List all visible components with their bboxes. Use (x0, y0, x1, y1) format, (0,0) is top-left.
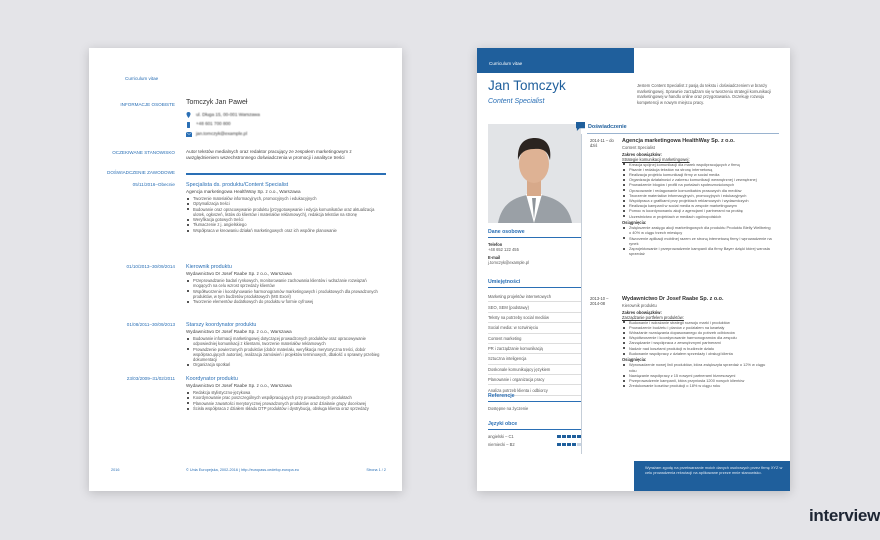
tasks-label: Zakres obowiązków: (622, 151, 662, 157)
entry-body (186, 264, 381, 304)
list-item: Budowanie oraz opracowywanie produktu (przygotowywanie i edycja komunikatów oraz aktualizacja ulotek, ogłoszeń, listów do klientów i materiałów reklamowych), redakcja tekstów na stronę (186, 207, 381, 218)
experience-heading-row (576, 122, 627, 131)
consent-footer (634, 461, 790, 491)
list-item: PR i zarządzanie komunikacją (488, 344, 581, 354)
list-item: Doskonale komunikujący językiem (488, 365, 581, 375)
flag-icon (576, 122, 585, 131)
references-text: Dostępne na życzenie (488, 406, 529, 411)
bullet-list (622, 320, 772, 356)
experience-label: DOŚWIADCZENIE ZAWODOWE (107, 170, 175, 175)
list-item: Zaprojektowanie i przeprowadzenie kampanii dla firmy Bayer dzięki której wzrosła sprzedaż (622, 246, 772, 256)
list-item: Nadzór nad kosztami produkcji w budżecie działu (622, 346, 772, 351)
list-item: Weryfikacja gotowych treści (186, 217, 381, 222)
cv-header: Curriculum vitae (489, 61, 523, 66)
list-item: Współpraca w kreowaniu działań marketingowych oraz ich wspólne planowanie (186, 228, 381, 233)
language-name: angielski – C1 (488, 434, 514, 439)
email-icon (186, 132, 192, 137)
list-item: Budowanie informacji marketingowej dotyczącej prowadzonych produktów oraz opracowywanie odpowiedniej komunikacji z klientami, tworzenie materiałów reklamowych (186, 336, 381, 347)
list-item: Prowadzenie budżetu i planów z podziałem na kwartały (622, 325, 772, 330)
bullet-list (186, 278, 381, 304)
footer-page-number: Strona 1 / 2 (366, 468, 386, 472)
list-item: Sztuczna inteligencja (488, 354, 581, 364)
personal-info-label: INFORMACJE OSOBISTE (120, 102, 175, 107)
list-item: Kreacja spójnej komunikacji dla marek współpracujących z firmą (622, 162, 772, 167)
list-item: Content marketing (488, 334, 581, 344)
list-item: Pisanie i redakcja tekstów na stronę internetową (622, 167, 772, 172)
languages-section (488, 421, 581, 447)
list-item: Tworzenie materiałów informacyjnych, promocyjnych i edukacyjnych (622, 193, 772, 198)
contact-heading: Dane osobowe (488, 229, 581, 238)
entry-body (186, 376, 381, 411)
list-item: Planowanie i organizacja pracy (488, 375, 581, 385)
location-pin-icon (186, 112, 191, 118)
cv-header: Curriculum vitae (125, 76, 159, 81)
entry-company: Wydawnictwo Dr Josef Raabe Sp. z o.o., Warszawa (186, 383, 292, 388)
email-label: E-mail (488, 255, 501, 260)
list-item: Uczestnictwo w projektach w mediach ogólnopolskich (622, 214, 772, 219)
entry-company: Agencja marketingowa HealthWay Sp. z o.o., Warszawa (186, 189, 301, 194)
job-title: Content Specialist (488, 98, 545, 105)
list-item: Zarządzanie i współpraca z zewnętrznymi partnerami (622, 340, 772, 345)
phone-icon (186, 122, 191, 128)
entry-date: 01/08/2011–30/09/2013 (126, 322, 175, 327)
language-level-dots (557, 443, 581, 447)
entry-date: 2014-11 – do dziś (590, 138, 614, 149)
list-item: Realizacja projektu komunikacji firmy w social media (622, 172, 772, 177)
timeline-line (581, 134, 582, 454)
list-item: Organizacja spotkań (186, 362, 381, 367)
entry-company: Wydawnictwo Dr Josef Raabe Sp. z o.o. (622, 296, 724, 302)
entry-date: 23/03/2009–31/02/2011 (126, 376, 175, 381)
person-name: Tomczyk Jan Paweł (186, 99, 248, 106)
contact-row (186, 112, 260, 118)
list-item: Planowanie zawartości merytorycznej prowadzonych produktów oraz działanie grupy docelowej (186, 401, 381, 406)
level-dot (557, 435, 561, 439)
list-item: Budowanie współpracy z działem sprzedaży i obsługi klienta (622, 351, 772, 356)
list-item: Teksty na potrzeby social mediów (488, 313, 581, 323)
entry-title: Specjalista ds. produktu/Content Specialist (186, 182, 289, 188)
summary-text: Jestem Content Specialist z pasją do tekstu i doświadczeniem w branży marketingowej. Sprawnie zarządzam się w tworzeniu strategii komunikacji marketingowej w handlu online oraz przygotowania. Oczekuję rozwoju kompetencji w nowym miejscu pracy. (637, 83, 772, 105)
list-item: SEO, SEM (podstawy) (488, 302, 581, 312)
level-dot (572, 435, 576, 439)
references-section (488, 393, 581, 411)
contact-list (186, 112, 260, 137)
desired-position-text: Autor tekstów medialnych oraz redaktor pracujący ze zespołem marketingowym z uwzględnieniem wszechstronnego doświadczenia w promocji i analityce treści (186, 149, 352, 161)
language-row (488, 434, 581, 439)
list-item: Social media: w rozwinięciu (488, 323, 581, 333)
list-item: Nawiązanie współpracy z 15 nowymi partnerami biznesowymi (622, 373, 772, 378)
list-item: Marketing projektów internetowych (488, 292, 581, 302)
tasks-label: Zakres obowiązków: (622, 309, 662, 315)
europass-cv-page (89, 48, 402, 491)
bullet-list (186, 390, 381, 411)
list-item: Wprowadzenie nowej linii produktów, która zwiększyła sprzedaż o 12% w ciągu roku (622, 362, 772, 372)
entry-body (622, 296, 772, 388)
list-item: Ścisła współpraca z działem składu DTP produktów i dystrybucją, obsługa klienta oraz sprzedaży (186, 406, 381, 411)
language-level-dots (557, 435, 581, 439)
bullet-list (186, 336, 381, 368)
entry-title: Koordynator produktu (186, 376, 238, 382)
entry-date: 01/10/2013–30/09/2014 (126, 264, 175, 269)
person-name: Jan Tomczyk (488, 78, 566, 93)
level-dot (557, 443, 561, 447)
list-item: Optymalizacja treści (186, 201, 381, 206)
modern-cv-page (477, 48, 790, 491)
list-item: Współpraca z grafikami przy projektach reklamowych i wydawniczych (622, 198, 772, 203)
email-value: j.tomczyk@example.pl (488, 260, 530, 265)
list-item: Analiza potrzeb klienta i odbiorcy (488, 385, 581, 395)
list-item: Stworzenie aplikacji mobilnej razem ze stroną internetową firmy i wprowadzenie na rynek (622, 236, 772, 246)
contact-address: ul. Długa 15, 00-001 Warszawa (196, 112, 260, 117)
list-item: Redakcja stylistyczno-językowa (186, 390, 381, 395)
language-name: niemiecki – B2 (488, 442, 515, 447)
contact-email: jan.tomczyk@example.pl (196, 130, 248, 136)
tasks-subhead: Zarządzanie portfelem produktów: (622, 314, 684, 320)
list-item: Tworzenie materiałów informacyjnych, promocyjnych i edukacyjnych (186, 196, 381, 201)
entry-company: Wydawnictwo Dr Josef Raabe Sp. z o.o., Warszawa (186, 329, 292, 334)
level-dot (572, 443, 576, 447)
contact-section (488, 229, 581, 265)
language-row (488, 442, 581, 447)
list-item: Prowadzenie blogów i profili na portalach społecznościowych (622, 182, 772, 187)
level-dot (562, 443, 566, 447)
contact-phone: +48 601 700 800 (196, 121, 231, 127)
list-item: Zredukowanie kosztów produkcji o 18% w ciągu roku (622, 383, 772, 388)
entry-body (186, 182, 381, 233)
list-item: Opracowanie i redagowanie komunikatów prasowych dla mediów (622, 188, 772, 193)
entry-company: Agencja marketingowa HealthWay Sp. z o.o. (622, 138, 735, 144)
entry-title: Kierownik produktu (186, 264, 232, 270)
list-item: Pomoc w koordynowaniu akcji z agencjami i partnerami na prośbę (622, 208, 772, 213)
tasks-subhead: Strategie komunikacji marketingowej: (622, 156, 690, 162)
entry-role: Content Specialist (622, 145, 655, 150)
entry-date: 2013-10 – 2014-08 (590, 296, 609, 307)
entry-title: Starszy koordynator produktu (186, 322, 257, 328)
person-photo-icon (488, 124, 581, 223)
consent-text: Wyrażam zgodę na przetwarzanie moich danych osobowych przez firmę XYZ w celu prowadzenia rekrutacji na aplikowane przeze mnie stanowisko. (645, 465, 783, 476)
achievements-label: Osiągnięcia: (622, 357, 647, 363)
contact-row (186, 131, 260, 137)
entry-date: 05/11/2016–Obecnie (132, 182, 175, 187)
interview-logo: interview (809, 506, 880, 525)
list-item: Przeprowadzenie kampanii, która przyniosła 1200 nowych klientów (622, 378, 772, 383)
references-heading: Referencje (488, 393, 581, 402)
list-item: Realizacja kampanii w social media w zespole marketingowym (622, 203, 772, 208)
skills-heading: Umiejętności (488, 279, 581, 288)
footer-copyright: © Unia Europejska, 2002-2016 | http://europass.cedefop.europa.eu (186, 468, 299, 472)
section-divider (186, 173, 386, 175)
list-item: Organizacja działalności z zakresu komunikacji wewnętrznej i zewnętrznej (622, 177, 772, 182)
skills-section (488, 279, 581, 396)
list-item: Prowadzenie powierzonych produktów (dobór materiału, weryfikacja merytoryczna treści, dobór współpracujących autorów), realizacja zamówień i projektów terminowych, dbałość o sprawny przebieg dokumentacji (186, 347, 381, 363)
profile-photo (488, 124, 581, 223)
phone-label: Telefon (488, 242, 503, 247)
entry-body (186, 322, 381, 368)
desired-position-label: OCZEKIWANE STANOWISKO (112, 150, 175, 155)
level-dot (562, 435, 566, 439)
level-dot (567, 443, 571, 447)
languages-heading: Języki obce (488, 421, 581, 430)
list-item: Tworzenie elementów dodatkowych do produktu w formie cyfrowej (186, 299, 381, 304)
achievements-list (622, 225, 772, 256)
list-item: Koordynowanie prac poszczególnych współpracujących przy prowadzonych produktach (186, 395, 381, 400)
bullet-list (186, 196, 381, 233)
phone-value: +48 652 122 455 (488, 247, 519, 252)
list-item: Przeprowadzanie badań rynkowych, monitorowanie zachowania klientów i wdrażanie rozwiązań mogących na celu wzrost sprzedaży klientów (186, 278, 381, 289)
contact-row (186, 121, 260, 127)
list-item: Współtworzenie i koordynowanie harmonogramów marketingowych i produktowych dla prowadzonych produktów, w tym budżetów produktowych (MS Excel) (186, 289, 381, 300)
header-bar (477, 48, 634, 73)
list-item: Tłumaczenie z j. angielskiego (186, 222, 381, 227)
level-dot (567, 435, 571, 439)
experience-heading: Doświadczenie (588, 123, 627, 130)
bullet-list (622, 162, 772, 219)
heading-divider (587, 133, 779, 134)
list-item: Budowanie i wdrażanie strategii rozwoju marki i produktów (622, 320, 772, 325)
entry-body (622, 138, 772, 256)
list-item: Zwiększenie zasięgu akcji marketingowych dla produktu Produktu Bielly Wellbeing o 40% w ciągu trzech miesięcy (622, 225, 772, 235)
entry-role: Kierownik produktu (622, 303, 657, 308)
list-item: Wdrażanie rozwiązania dopasowanego do potrzeb odbiorców (622, 330, 772, 335)
achievements-label: Osiągnięcia: (622, 220, 647, 226)
entry-company: Wydawnictwo Dr Josef Raabe Sp. z o.o., Warszawa (186, 271, 292, 276)
achievements-list (622, 362, 772, 388)
footer-page-year: 2016 (111, 468, 120, 472)
list-item: Współtworzenie i koordynowanie harmonogramów dla zespołu (622, 335, 772, 340)
